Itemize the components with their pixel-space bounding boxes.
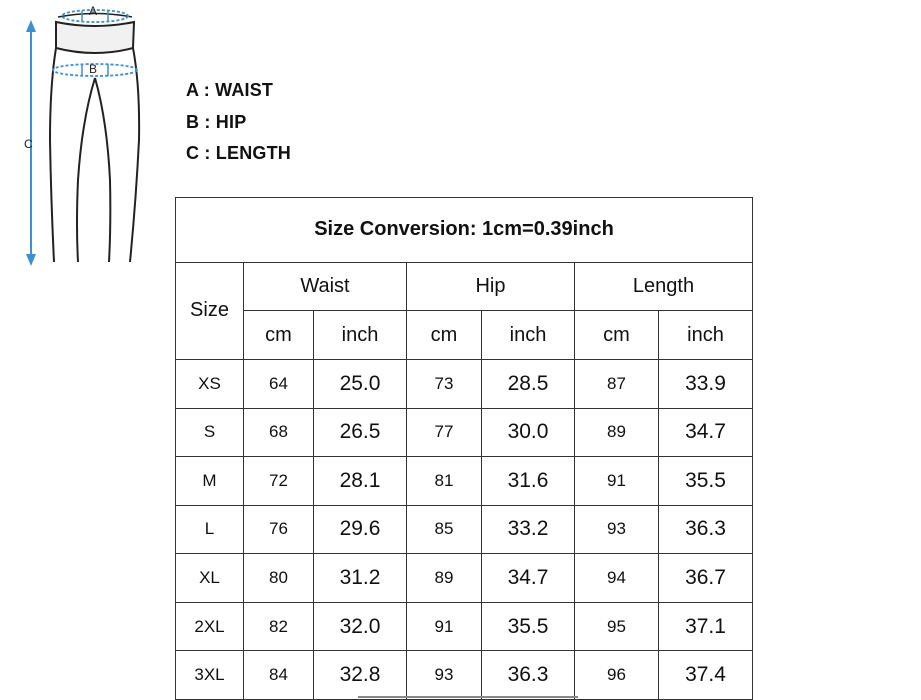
inch-value-cell: 36.7	[659, 554, 753, 603]
inch-value-cell: 36.3	[659, 505, 753, 554]
inch-value-cell: 35.5	[482, 602, 575, 651]
inch-value-cell: 36.3	[482, 651, 575, 700]
cm-value-cell: 95	[575, 602, 659, 651]
cm-value-cell: 85	[407, 505, 482, 554]
label-a: A	[89, 4, 98, 18]
table-row	[176, 457, 753, 506]
waist-header: Waist	[244, 262, 407, 311]
size-cell: XL	[176, 554, 244, 603]
cm-value-cell: 73	[407, 359, 482, 408]
leggings-diagram	[0, 0, 175, 270]
label-b: B	[89, 62, 98, 76]
size-cell: 2XL	[176, 602, 244, 651]
size-chart-table	[175, 197, 753, 700]
cm-value-cell: 72	[244, 457, 314, 506]
inch-value-cell: 26.5	[314, 408, 407, 457]
cm-value-cell: 84	[244, 651, 314, 700]
label-c: C	[24, 137, 33, 151]
table-row	[176, 554, 753, 603]
inch-value-cell: 28.5	[482, 359, 575, 408]
inch-value-cell: 28.1	[314, 457, 407, 506]
cm-value-cell: 93	[407, 651, 482, 700]
cm-value-cell: 96	[575, 651, 659, 700]
legend-waist: A : WAIST	[186, 80, 274, 100]
inch-value-cell: 34.7	[659, 408, 753, 457]
cm-value-cell: 91	[575, 457, 659, 506]
unit-header: cm	[407, 311, 482, 360]
cm-value-cell: 89	[575, 408, 659, 457]
unit-header: cm	[244, 311, 314, 360]
inch-value-cell: 30.0	[482, 408, 575, 457]
size-cell: XS	[176, 359, 244, 408]
inch-value-cell: 25.0	[314, 359, 407, 408]
unit-header: cm	[575, 311, 659, 360]
inch-value-cell: 33.9	[659, 359, 753, 408]
inch-value-cell: 34.7	[482, 554, 575, 603]
unit-header: inch	[314, 311, 407, 360]
bottom-divider	[358, 696, 578, 698]
inch-value-cell: 31.2	[314, 554, 407, 603]
size-cell: 3XL	[176, 651, 244, 700]
inch-value-cell: 32.8	[314, 651, 407, 700]
cm-value-cell: 93	[575, 505, 659, 554]
size-cell: L	[176, 505, 244, 554]
cm-value-cell: 89	[407, 554, 482, 603]
hip-header: Hip	[407, 262, 575, 311]
table-row	[176, 359, 753, 408]
table-row	[176, 651, 753, 700]
unit-header: inch	[482, 311, 575, 360]
size-rows	[176, 359, 753, 699]
cm-value-cell: 82	[244, 602, 314, 651]
size-header: Size	[176, 262, 244, 359]
cm-value-cell: 68	[244, 408, 314, 457]
cm-value-cell: 77	[407, 408, 482, 457]
legend-hip: B : HIP	[186, 112, 247, 132]
cm-value-cell: 81	[407, 457, 482, 506]
inch-value-cell: 32.0	[314, 602, 407, 651]
size-cell: M	[176, 457, 244, 506]
inch-value-cell: 29.6	[314, 505, 407, 554]
unit-header: inch	[659, 311, 753, 360]
table-title: Size Conversion: 1cm=0.39inch	[176, 198, 753, 263]
table-row	[176, 602, 753, 651]
cm-value-cell: 76	[244, 505, 314, 554]
legend-length: C : LENGTH	[186, 143, 291, 163]
table-row	[176, 408, 753, 457]
inch-value-cell: 35.5	[659, 457, 753, 506]
inch-value-cell: 33.2	[482, 505, 575, 554]
cm-value-cell: 94	[575, 554, 659, 603]
inch-value-cell: 31.6	[482, 457, 575, 506]
cm-value-cell: 87	[575, 359, 659, 408]
cm-value-cell: 64	[244, 359, 314, 408]
inch-value-cell: 37.1	[659, 602, 753, 651]
size-cell: S	[176, 408, 244, 457]
leggings-outline	[50, 14, 139, 263]
table-row	[176, 505, 753, 554]
length-header: Length	[575, 262, 753, 311]
units-row	[176, 311, 753, 360]
cm-value-cell: 91	[407, 602, 482, 651]
cm-value-cell: 80	[244, 554, 314, 603]
inch-value-cell: 37.4	[659, 651, 753, 700]
